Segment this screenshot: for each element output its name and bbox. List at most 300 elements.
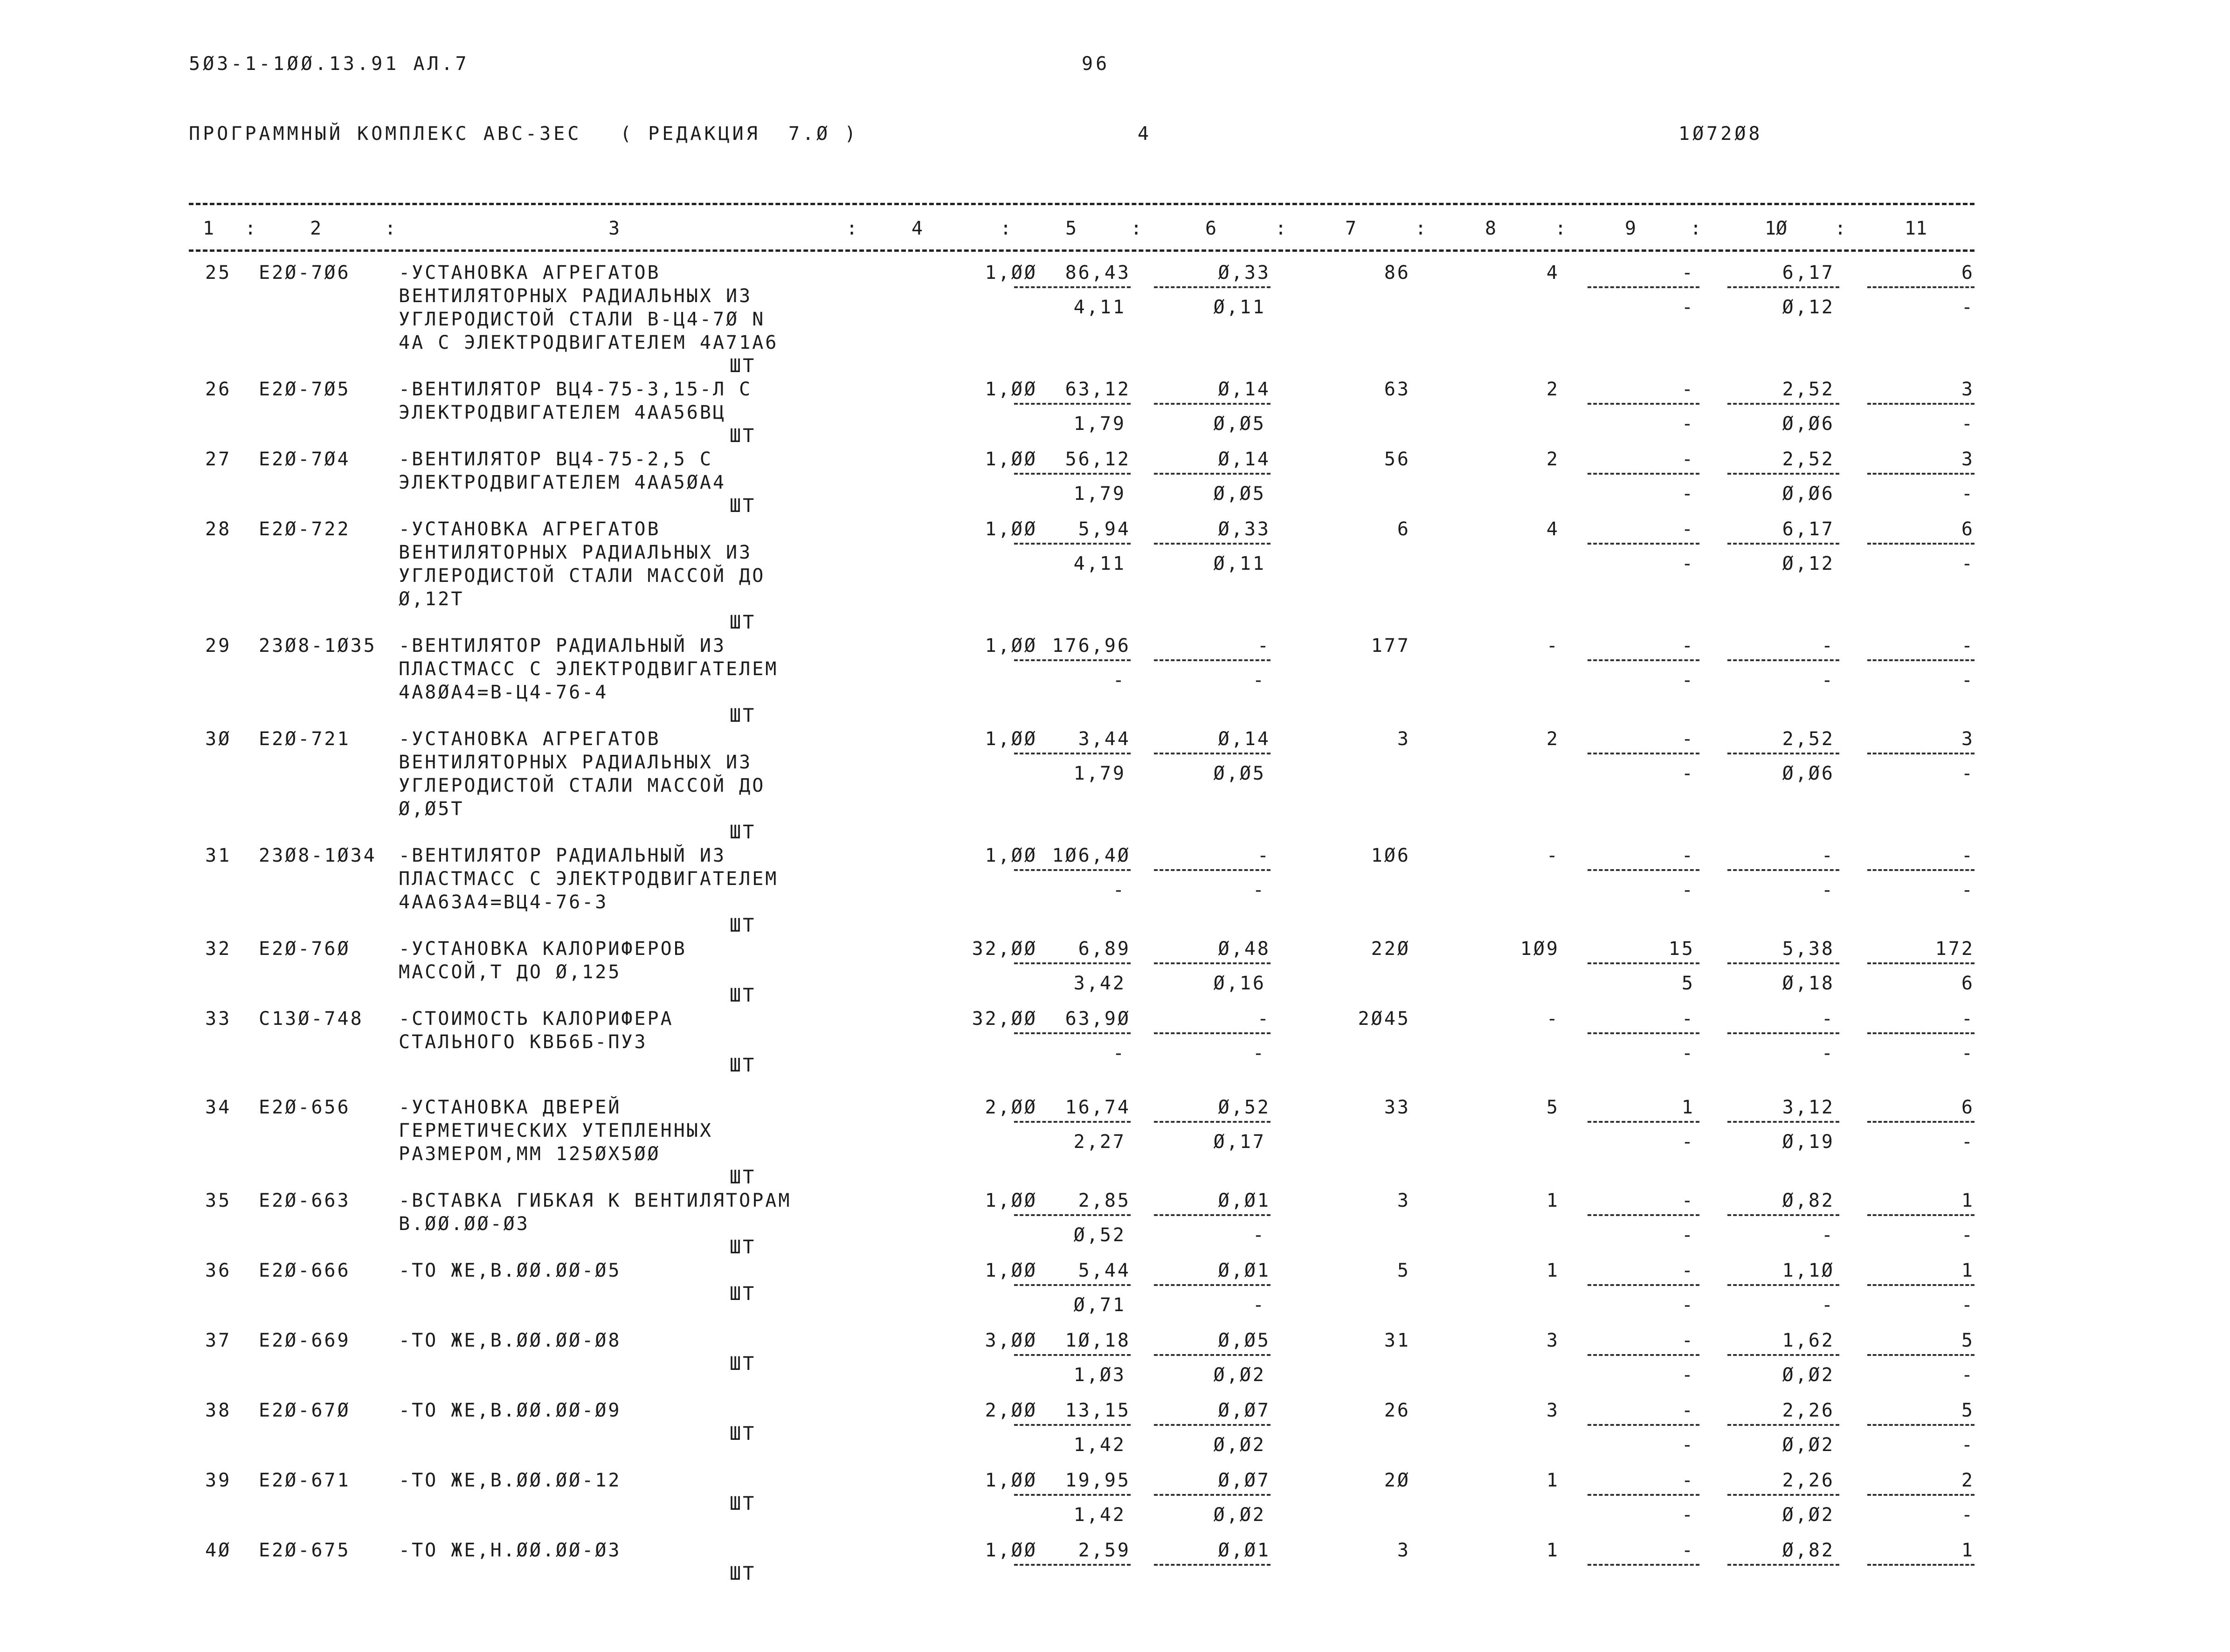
cell-separator	[1588, 659, 1699, 661]
col10-subvalue: -	[1821, 879, 1835, 901]
col-header-8: 8	[1485, 218, 1497, 239]
row-code: Е2Ø-7Ø6	[259, 262, 351, 283]
col4-quantity: 32,ØØ	[972, 938, 1037, 960]
cell-separator	[1867, 962, 1975, 964]
row-code: Е2Ø-722	[259, 518, 351, 540]
description-line: ПЛАСТМАСС С ЭЛЕКТРОДВИГАТЕЛЕМ	[399, 868, 779, 890]
row-number: 3Ø	[205, 728, 232, 750]
col-header-9: 9	[1625, 218, 1636, 239]
cell-separator	[1867, 473, 1975, 475]
col9-subvalue: 5	[1681, 973, 1695, 994]
cell-separator	[1727, 1284, 1839, 1286]
col8-value: -	[1546, 1008, 1560, 1030]
cell-separator	[1867, 1121, 1975, 1123]
col11-value: 1	[1961, 1190, 1975, 1211]
col11-subvalue: -	[1961, 1364, 1975, 1386]
col11-value: 5	[1961, 1400, 1975, 1421]
col6-subvalue: Ø,17	[1213, 1131, 1266, 1153]
col9-value: -	[1681, 1260, 1695, 1281]
col-sep: :	[1555, 218, 1567, 239]
col5-subvalue: -	[1112, 879, 1126, 901]
col8-value: 1Ø9	[1520, 938, 1560, 960]
description-line: -ВЕНТИЛЯТОР РАДИАЛЬНЫЙ ИЗ	[399, 845, 726, 866]
row-description	[399, 448, 726, 494]
description-line: ЭЛЕКТРОДВИГАТЕЛЕМ 4АА5ØА4	[399, 472, 726, 493]
description-line: РАЗМЕРОМ,ММ 125ØХ5ØØ	[399, 1143, 661, 1165]
row-description	[399, 1096, 713, 1166]
row-number: 34	[205, 1097, 232, 1118]
col9-value: 15	[1668, 938, 1695, 960]
col5-value: 63,9Ø	[1065, 1008, 1131, 1030]
description-line: -ВСТАВКА ГИБКАЯ К ВЕНТИЛЯТОРАМ	[399, 1190, 792, 1211]
row-unit: ШТ	[730, 1167, 756, 1188]
col6-value: Ø,Ø1	[1218, 1190, 1270, 1211]
cell-separator	[1014, 659, 1131, 661]
col11-subvalue: -	[1961, 413, 1975, 435]
cell-separator	[1727, 1564, 1839, 1566]
row-unit: ШТ	[730, 915, 756, 936]
col5-subvalue: 1,Ø3	[1073, 1364, 1126, 1386]
col-header-7: 7	[1345, 218, 1357, 239]
description-line: -ВЕНТИЛЯТОР РАДИАЛЬНЫЙ ИЗ	[399, 635, 726, 657]
col6-subvalue: Ø,11	[1213, 553, 1266, 574]
col9-subvalue: -	[1681, 1504, 1695, 1526]
row-description	[399, 1399, 621, 1422]
row-code: 23Ø8-1Ø35	[259, 635, 377, 657]
col10-value: -	[1821, 845, 1835, 866]
col-header-6: 6	[1205, 218, 1217, 239]
col7-value: 1Ø6	[1371, 845, 1410, 866]
col6-subvalue: -	[1252, 1043, 1266, 1064]
col10-subvalue: -	[1821, 670, 1835, 691]
col7-value: 63	[1384, 379, 1410, 400]
col8-value: 2	[1546, 449, 1560, 470]
cell-separator	[1154, 962, 1270, 964]
cell-separator	[1588, 473, 1699, 475]
row-unit: ШТ	[730, 1423, 756, 1445]
row-unit: ШТ	[730, 612, 756, 633]
cell-separator	[1154, 473, 1270, 475]
col11-subvalue: -	[1961, 1434, 1975, 1456]
col6-value: Ø,Ø5	[1218, 1330, 1270, 1351]
col10-value: 6,17	[1782, 262, 1835, 283]
col7-value: 3	[1397, 728, 1410, 750]
col9-subvalue: -	[1681, 1364, 1695, 1386]
col10-value: 2,52	[1782, 728, 1835, 750]
col5-value: 13,15	[1065, 1400, 1131, 1421]
col11-value: 172	[1935, 938, 1975, 960]
col4-quantity: 1,ØØ	[985, 518, 1037, 540]
col11-subvalue: 6	[1961, 973, 1975, 994]
col11-subvalue: -	[1961, 1504, 1975, 1526]
cell-separator	[1867, 659, 1975, 661]
col11-value: 6	[1961, 1097, 1975, 1118]
description-line: ГЕРМЕТИЧЕСКИХ УТЕПЛЕННЫХ	[399, 1120, 713, 1141]
row-description	[399, 1539, 621, 1562]
cell-separator	[1154, 286, 1270, 288]
program-title: ПРОГРАММНЫЙ КОМПЛЕКС АВС-3ЕС	[189, 123, 582, 145]
description-line: ПЛАСТМАСС С ЭЛЕКТРОДВИГАТЕЛЕМ	[399, 658, 779, 680]
col4-quantity: 1,ØØ	[985, 1190, 1037, 1211]
row-description	[399, 518, 765, 611]
row-code: Е2Ø-67Ø	[259, 1400, 351, 1421]
cell-separator	[1867, 1354, 1975, 1356]
col11-subvalue: -	[1961, 1131, 1975, 1153]
col6-value: Ø,14	[1218, 728, 1270, 750]
col5-subvalue: 1,79	[1073, 413, 1126, 435]
col8-value: 1	[1546, 1470, 1560, 1491]
col11-value: 3	[1961, 379, 1975, 400]
col11-value: 1	[1961, 1540, 1975, 1561]
cell-separator	[1154, 659, 1270, 661]
cell-separator	[1014, 1354, 1131, 1356]
col7-value: 33	[1384, 1097, 1410, 1118]
row-number: 33	[205, 1008, 232, 1030]
col9-value: -	[1681, 1400, 1695, 1421]
col6-value: -	[1257, 635, 1270, 657]
col-header-4: 4	[911, 218, 923, 239]
cell-separator	[1727, 1032, 1839, 1034]
col5-value: 1Ø,18	[1065, 1330, 1131, 1351]
col7-value: 2Ø	[1384, 1470, 1410, 1491]
column-header-row	[189, 212, 1975, 245]
cell-separator	[1014, 962, 1131, 964]
cell-separator	[1014, 1214, 1131, 1216]
col11-value: -	[1961, 1008, 1975, 1030]
row-number: 27	[205, 449, 232, 470]
cell-separator	[1867, 403, 1975, 405]
cell-separator	[1014, 1284, 1131, 1286]
col11-value: 3	[1961, 449, 1975, 470]
row-number: 39	[205, 1470, 232, 1491]
col5-value: 2,59	[1078, 1540, 1131, 1561]
col5-value: 2,85	[1078, 1190, 1131, 1211]
col11-subvalue: -	[1961, 1224, 1975, 1246]
description-line: -ТО ЖЕ,В.ØØ.ØØ-12	[399, 1470, 621, 1491]
cell-separator	[1727, 1214, 1839, 1216]
col5-value: 56,12	[1065, 449, 1131, 470]
description-line: -УСТАНОВКА АГРЕГАТОВ	[399, 728, 661, 750]
cell-separator	[1727, 659, 1839, 661]
col11-subvalue: -	[1961, 297, 1975, 318]
col5-value: 1Ø6,4Ø	[1052, 845, 1131, 866]
col9-value: 1	[1681, 1097, 1695, 1118]
col10-subvalue: Ø,12	[1782, 553, 1835, 574]
cell-separator	[1867, 1214, 1975, 1216]
row-unit: ШТ	[730, 355, 756, 377]
col4-quantity: 1,ØØ	[985, 1470, 1037, 1491]
col11-value: -	[1961, 635, 1975, 657]
cell-separator	[1727, 543, 1839, 545]
row-description	[399, 1189, 791, 1236]
col10-subvalue: Ø,Ø6	[1782, 413, 1835, 435]
col10-value: -	[1821, 1008, 1835, 1030]
col11-value: -	[1961, 845, 1975, 866]
col6-value: Ø,Ø1	[1218, 1540, 1270, 1561]
col-header-11: 11	[1905, 218, 1927, 239]
cell-separator	[1727, 753, 1839, 754]
row-unit: ШТ	[730, 1493, 756, 1514]
description-line: Ø,Ø5Т	[399, 798, 464, 820]
col-header-3: 3	[608, 218, 620, 239]
col9-value: -	[1681, 1190, 1695, 1211]
page-number: 96	[1082, 53, 1110, 75]
row-number: 35	[205, 1190, 232, 1211]
col4-quantity: 2,ØØ	[985, 1097, 1037, 1118]
cell-separator	[1727, 1494, 1839, 1496]
cell-separator	[1014, 869, 1131, 871]
col7-value: 6	[1397, 518, 1410, 540]
row-description	[399, 1007, 674, 1054]
col6-subvalue: Ø,Ø5	[1213, 413, 1266, 435]
col5-subvalue: -	[1112, 1043, 1126, 1064]
cell-separator	[1588, 1424, 1699, 1426]
col4-quantity: 1,ØØ	[985, 845, 1037, 866]
col9-value: -	[1681, 262, 1695, 283]
edition-label: ( РЕДАКЦИЯ 7.Ø )	[620, 123, 859, 145]
cell-separator	[1154, 1424, 1270, 1426]
col9-subvalue: -	[1681, 1043, 1695, 1064]
col6-subvalue: Ø,Ø2	[1213, 1504, 1266, 1526]
sheet-number: 4	[1138, 123, 1152, 145]
row-code: Е2Ø-666	[259, 1260, 351, 1281]
col10-value: Ø,82	[1782, 1190, 1835, 1211]
cell-separator	[1014, 1032, 1131, 1034]
cell-separator	[1588, 1214, 1699, 1216]
row-unit: ШТ	[730, 425, 756, 447]
cell-separator	[1727, 473, 1839, 475]
col5-value: 19,95	[1065, 1470, 1131, 1491]
col5-subvalue: 2,27	[1073, 1131, 1126, 1153]
estimate-table	[189, 200, 1975, 1584]
col7-value: 26	[1384, 1400, 1410, 1421]
cell-separator	[1588, 753, 1699, 754]
cell-separator	[1727, 1121, 1839, 1123]
col6-subvalue: Ø,16	[1213, 973, 1266, 994]
col9-subvalue: -	[1681, 763, 1695, 784]
cell-separator	[1588, 1121, 1699, 1123]
col7-value: 86	[1384, 262, 1410, 283]
col7-value: 5	[1397, 1260, 1410, 1281]
cell-separator	[1727, 962, 1839, 964]
cell-separator	[1154, 1032, 1270, 1034]
col8-value: 4	[1546, 262, 1560, 283]
col-sep: :	[385, 218, 396, 239]
col-sep: :	[1275, 218, 1287, 239]
col5-value: 86,43	[1065, 262, 1131, 283]
col5-value: 3,44	[1078, 728, 1131, 750]
col9-value: -	[1681, 1470, 1695, 1491]
row-code: Е2Ø-721	[259, 728, 351, 750]
col10-subvalue: Ø,12	[1782, 297, 1835, 318]
col-header-2: 2	[310, 218, 322, 239]
description-line: УГЛЕРОДИСТОЙ СТАЛИ МАССОЙ ДО	[399, 565, 766, 587]
col6-value: Ø,Ø7	[1218, 1400, 1270, 1421]
cell-separator	[1154, 1564, 1270, 1566]
col9-subvalue: -	[1681, 413, 1695, 435]
col5-subvalue: 1,42	[1073, 1434, 1126, 1456]
row-description	[399, 937, 687, 984]
col11-value: 5	[1961, 1330, 1975, 1351]
row-number: 37	[205, 1330, 232, 1351]
col8-value: -	[1546, 845, 1560, 866]
header-rule	[189, 249, 1975, 252]
cell-separator	[1014, 753, 1131, 754]
col6-subvalue: Ø,Ø2	[1213, 1364, 1266, 1386]
cell-separator	[1867, 1424, 1975, 1426]
col5-subvalue: 1,42	[1073, 1504, 1126, 1526]
col4-quantity: 2,ØØ	[985, 1400, 1037, 1421]
description-line: -ТО ЖЕ,Н.ØØ.ØØ-Ø3	[399, 1540, 621, 1561]
row-unit: ШТ	[730, 705, 756, 726]
col4-quantity: 1,ØØ	[985, 379, 1037, 400]
col10-value: 6,17	[1782, 518, 1835, 540]
description-line: МАССОЙ,Т ДО Ø,125	[399, 961, 621, 983]
row-number: 36	[205, 1260, 232, 1281]
col10-subvalue: Ø,Ø6	[1782, 483, 1835, 505]
col6-subvalue: -	[1252, 1294, 1266, 1316]
description-line: -УСТАНОВКА АГРЕГАТОВ	[399, 262, 661, 283]
description-line: ЭЛЕКТРОДВИГАТЕЛЕМ 4АА56ВЦ	[399, 402, 726, 423]
col6-value: Ø,14	[1218, 379, 1270, 400]
cell-separator	[1588, 543, 1699, 545]
col5-value: 5,94	[1078, 518, 1131, 540]
col8-value: 1	[1546, 1540, 1560, 1561]
col9-value: -	[1681, 379, 1695, 400]
description-line: -УСТАНОВКА КАЛОРИФЕРОВ	[399, 938, 687, 960]
row-code: Е2Ø-76Ø	[259, 938, 351, 960]
col5-subvalue: 1,79	[1073, 763, 1126, 784]
col-header-5: 5	[1065, 218, 1077, 239]
col5-subvalue: 4,11	[1073, 297, 1126, 318]
col9-value: -	[1681, 845, 1695, 866]
col-sep: :	[1690, 218, 1702, 239]
row-description	[399, 378, 752, 424]
description-line: СТАЛЬНОГО КВБ6Б-ПУЗ	[399, 1031, 648, 1053]
col11-subvalue: -	[1961, 553, 1975, 574]
col6-subvalue: Ø,Ø5	[1213, 483, 1266, 505]
col9-subvalue: -	[1681, 879, 1695, 901]
col8-value: -	[1546, 635, 1560, 657]
row-description	[399, 1469, 621, 1492]
description-line: 4АА63А4=ВЦ4-76-3	[399, 892, 608, 913]
cell-separator	[1588, 962, 1699, 964]
col5-subvalue: Ø,52	[1073, 1224, 1126, 1246]
col11-subvalue: -	[1961, 1294, 1975, 1316]
col10-subvalue: -	[1821, 1043, 1835, 1064]
description-line: -УСТАНОВКА АГРЕГАТОВ	[399, 518, 661, 540]
col10-subvalue: Ø,Ø2	[1782, 1434, 1835, 1456]
col9-subvalue: -	[1681, 1434, 1695, 1456]
cell-separator	[1867, 286, 1975, 288]
col8-value: 5	[1546, 1097, 1560, 1118]
col8-value: 3	[1546, 1330, 1560, 1351]
col10-subvalue: -	[1821, 1294, 1835, 1316]
row-number: 28	[205, 518, 232, 540]
col10-value: 3,12	[1782, 1097, 1835, 1118]
row-code: Е2Ø-671	[259, 1470, 351, 1491]
col7-value: 3	[1397, 1190, 1410, 1211]
col6-value: Ø,33	[1218, 518, 1270, 540]
cell-separator	[1588, 403, 1699, 405]
row-number: 29	[205, 635, 232, 657]
row-number: 38	[205, 1400, 232, 1421]
col10-value: 2,52	[1782, 379, 1835, 400]
row-unit: ШТ	[730, 1283, 756, 1305]
row-code: Е2Ø-675	[259, 1540, 351, 1561]
col-sep: :	[1000, 218, 1012, 239]
col10-value: Ø,82	[1782, 1540, 1835, 1561]
row-code: С13Ø-748	[259, 1008, 364, 1030]
row-unit: ШТ	[730, 985, 756, 1006]
col7-value: 56	[1384, 449, 1410, 470]
col11-value: 6	[1961, 262, 1975, 283]
description-line: 4А С ЭЛЕКТРОДВИГАТЕЛЕМ 4А71А6	[399, 332, 779, 353]
cell-separator	[1867, 1032, 1975, 1034]
col5-subvalue: 3,42	[1073, 973, 1126, 994]
col4-quantity: 1,ØØ	[985, 449, 1037, 470]
col11-value: 2	[1961, 1470, 1975, 1491]
col6-subvalue: Ø,Ø2	[1213, 1434, 1266, 1456]
col8-value: 1	[1546, 1260, 1560, 1281]
col6-value: Ø,48	[1218, 938, 1270, 960]
col10-subvalue: Ø,18	[1782, 973, 1835, 994]
cell-separator	[1014, 1494, 1131, 1496]
description-line: -ВЕНТИЛЯТОР ВЦ4-75-2,5 С	[399, 449, 713, 470]
cell-separator	[1014, 1121, 1131, 1123]
cell-separator	[1154, 1354, 1270, 1356]
cell-separator	[1727, 286, 1839, 288]
cell-separator	[1727, 403, 1839, 405]
col4-quantity: 1,ØØ	[985, 635, 1037, 657]
col9-subvalue: -	[1681, 483, 1695, 505]
col10-value: 1,1Ø	[1782, 1260, 1835, 1281]
cell-separator	[1154, 1284, 1270, 1286]
description-line: -ТО ЖЕ,В.ØØ.ØØ-Ø8	[399, 1330, 621, 1351]
col9-subvalue: -	[1681, 1131, 1695, 1153]
description-line: ВЕНТИЛЯТОРНЫХ РАДИАЛЬНЫХ ИЗ	[399, 752, 753, 773]
col9-subvalue: -	[1681, 297, 1695, 318]
col-sep: :	[245, 218, 256, 239]
col-sep: :	[846, 218, 858, 239]
col7-value: 2Ø45	[1358, 1008, 1410, 1030]
col8-value: 2	[1546, 379, 1560, 400]
row-unit: ШТ	[730, 1353, 756, 1375]
cell-separator	[1154, 403, 1270, 405]
col-sep: :	[1835, 218, 1846, 239]
col6-value: Ø,33	[1218, 262, 1270, 283]
col11-value: 1	[1961, 1260, 1975, 1281]
description-line: ВЕНТИЛЯТОРНЫХ РАДИАЛЬНЫХ ИЗ	[399, 285, 753, 307]
cell-separator	[1154, 1494, 1270, 1496]
code-number: 1Ø72Ø8	[1678, 123, 1763, 145]
col10-subvalue: Ø,Ø6	[1782, 763, 1835, 784]
description-line: -ТО ЖЕ,В.ØØ.ØØ-Ø5	[399, 1260, 621, 1281]
row-code: Е2Ø-7Ø5	[259, 379, 351, 400]
col10-value: 5,38	[1782, 938, 1835, 960]
col5-subvalue: Ø,71	[1073, 1294, 1126, 1316]
col7-value: 22Ø	[1371, 938, 1410, 960]
col4-quantity: 1,ØØ	[985, 728, 1037, 750]
col4-quantity: 1,ØØ	[985, 1540, 1037, 1561]
col11-value: 3	[1961, 728, 1975, 750]
cell-separator	[1867, 1284, 1975, 1286]
description-line: 4А8ØА4=В-Ц4-76-4	[399, 682, 608, 703]
col8-value: 3	[1546, 1400, 1560, 1421]
row-description	[399, 634, 778, 704]
description-line: -УСТАНОВКА ДВЕРЕЙ	[399, 1097, 621, 1118]
cell-separator	[1867, 1494, 1975, 1496]
